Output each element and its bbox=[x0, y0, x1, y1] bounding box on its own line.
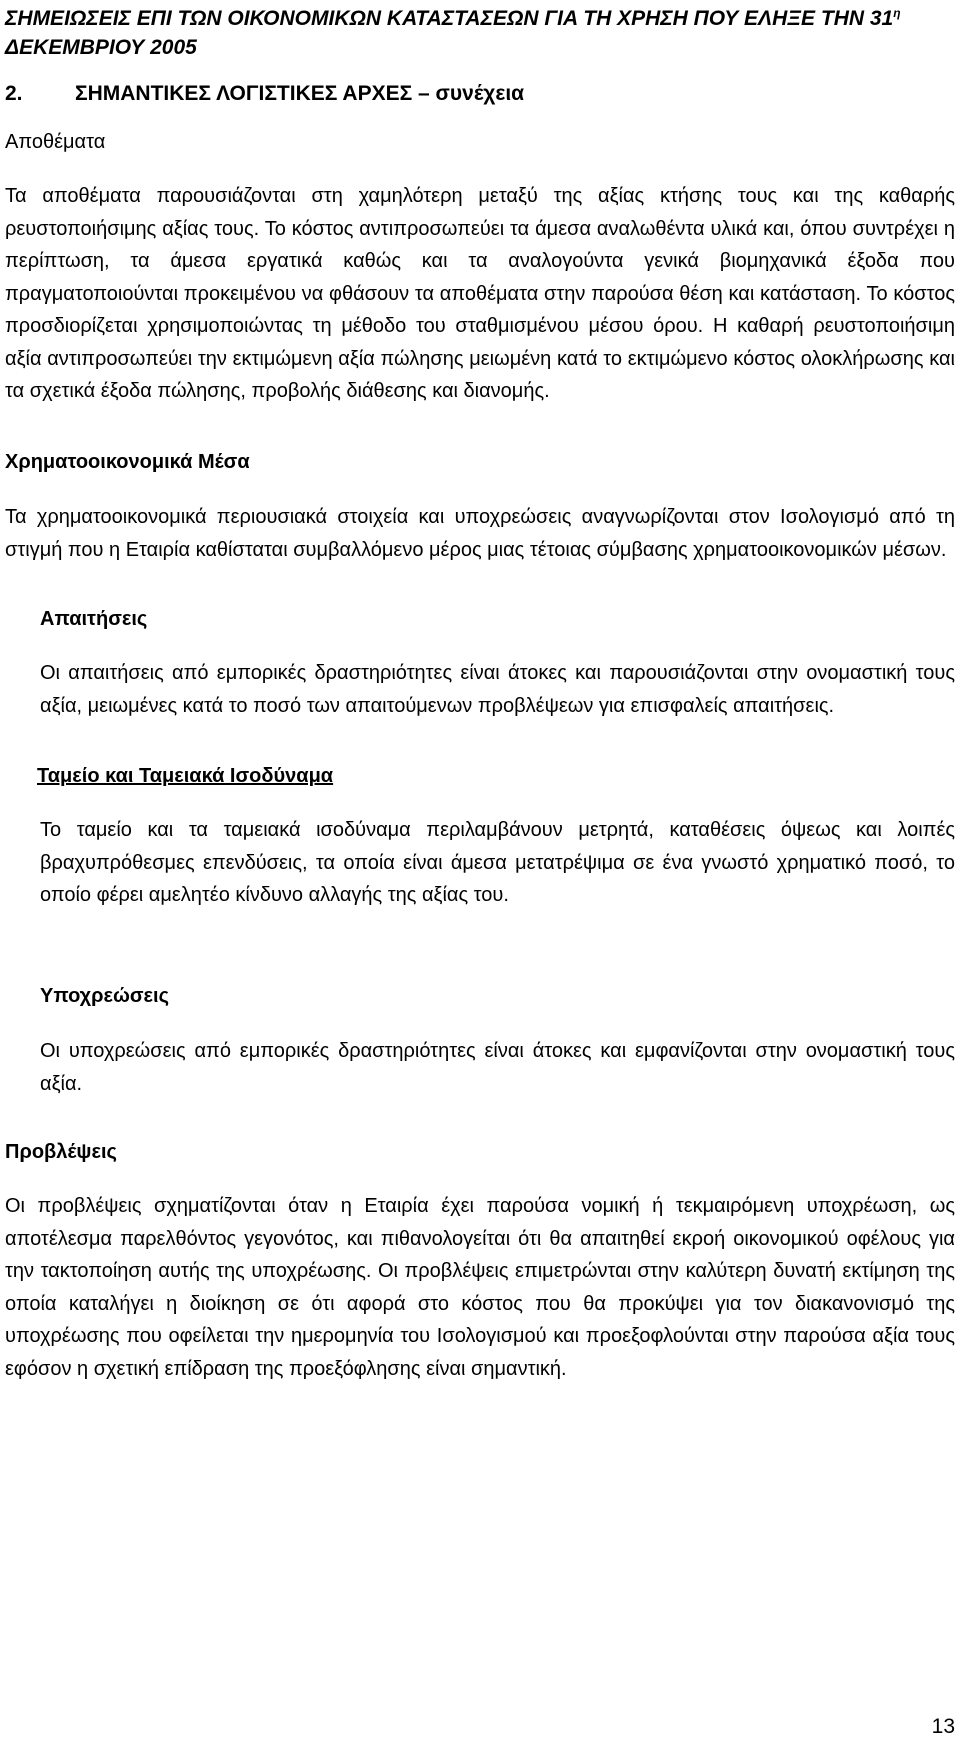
cash-paragraph: Το ταμείο και τα ταμειακά ισοδύναμα περιλαμβάνουν μετρητά, καταθέσεις όψεως και λοιπές βραχυπρόθεσμες επενδύσεις, τα οποία είναι άμεσα μετατρέψιμα σε ένα γνωστό χρηματικό ποσό, το οποίο φέρει αμελητέο κίνδυνο αλλαγής της αξίας του. bbox=[40, 819, 955, 906]
page-number: 13 bbox=[931, 1715, 955, 1738]
document-title bbox=[5, 4, 955, 62]
liabilities-heading: Υποχρεώσεις bbox=[40, 985, 169, 1007]
inventories-paragraph: Τα αποθέματα παρουσιάζονται στη χαμηλότερη μεταξύ της αξίας κτήσης τους και της καθαρής ρευστοποιήσιμης αξίας τους. Το κόστος αντιπροσωπεύει τα άμεσα αναλωθέντα υλικά και, όπου συντρέχει η περίπτωση, τα άμεσα εργατικά καθώς και τα αναλογούντα γενικά βιομηχανικά έξοδα που πραγματοποιούνται προκειμένου να φθάσουν τα αποθέματα στην παρούσα θέση και κατάσταση. Το κόστος προσδιορίζεται χρησιμοποιώντας τη μέθοδο του σταθμισμένου μέσου όρου. Η καθαρή ρευστοποιήσιμη αξία αντιπροσωπεύει την εκτιμώμενη αξία πώλησης μειωμένη κατά το εκτιμώμενο κόστος ολοκλήρωσης και τα σχετικά έξοδα πώλησης, προβολής διάθεσης και διανομής. bbox=[5, 185, 955, 402]
financial-instruments-paragraph: Τα χρηματοοικονομικά περιουσιακά στοιχεία και υποχρεώσεις αναγνωρίζονται στον Ισολογισμό από τη στιγμή που η Εταιρία καθίσταται συμβαλλόμενο μέρος μιας τέτοιας σύμβασης χρηματοοικονομικών μέσων. bbox=[5, 506, 955, 561]
title-date: ΔΕΚΕΜΒΡΙΟΥ 2005 bbox=[5, 36, 197, 59]
provisions-paragraph: Οι προβλέψεις σχηματίζονται όταν η Εταιρία έχει παρούσα νομική ή τεκμαιρόμενη υποχρέωση, ως αποτέλεσμα παρελθόντος γεγονότος, και πιθανολογείται ότι θα απαιτηθεί εκροή οικονομικού οφέλους για την τακτοποίηση αυτής της υποχρέωσης. Οι προβλέψεις επιμετρώνται στην καλύτερη δυνατή εκτίμηση της οποία καταλήγει η διοίκηση σε ότι αφορά στο κόστος που θα προκύψει για τον διακανονισμό της υποχρέωσης που οφείλεται την ημερομηνία του Ισολογισμού και προεξοφλούνται στην παρούσα αξία τους εφόσον η σχετική επίδραση της προεξόφλησης είναι σημαντική. bbox=[5, 1195, 955, 1380]
section-number: 2. bbox=[5, 82, 23, 105]
receivables-paragraph: Οι απαιτήσεις από εμπορικές δραστηριότητες είναι άτοκες και παρουσιάζονται στην ονομαστική τους αξία, μειωμένες κατά το ποσό των απαιτούμενων προβλέψεων για επισφαλείς απαιτήσεις. bbox=[40, 662, 955, 717]
inventories-heading: Αποθέματα bbox=[5, 131, 106, 153]
liabilities-paragraph: Οι υποχρεώσεις από εμπορικές δραστηριότητες είναι άτοκες και εμφανίζονται στην ονομαστική τους αξία. bbox=[40, 1040, 955, 1095]
provisions-heading: Προβλέψεις bbox=[5, 1141, 117, 1163]
section-title: ΣΗΜΑΝΤΙΚΕΣ ΛΟΓΙΣΤΙΚΕΣ ΑΡΧΕΣ – συνέχεια bbox=[75, 82, 525, 105]
title-ordinal-superscript: η bbox=[893, 6, 901, 20]
receivables-heading: Απαιτήσεις bbox=[40, 608, 148, 630]
section-heading bbox=[5, 79, 524, 108]
title-main: ΣΗΜΕΙΩΣΕΙΣ ΕΠΙ ΤΩΝ ΟΙΚΟΝΟΜΙΚΩΝ ΚΑΤΑΣΤΑΣΕΩΝ ΓΙΑ ΤΗ ΧΡΗΣΗ ΠΟΥ ΕΛΗΞΕ ΤΗΝ 31 bbox=[5, 7, 894, 30]
cash-heading: Ταμείο και Ταμειακά Ισοδύναμα bbox=[37, 765, 334, 787]
financial-instruments-heading: Χρηματοοικονομικά Μέσα bbox=[5, 451, 250, 473]
